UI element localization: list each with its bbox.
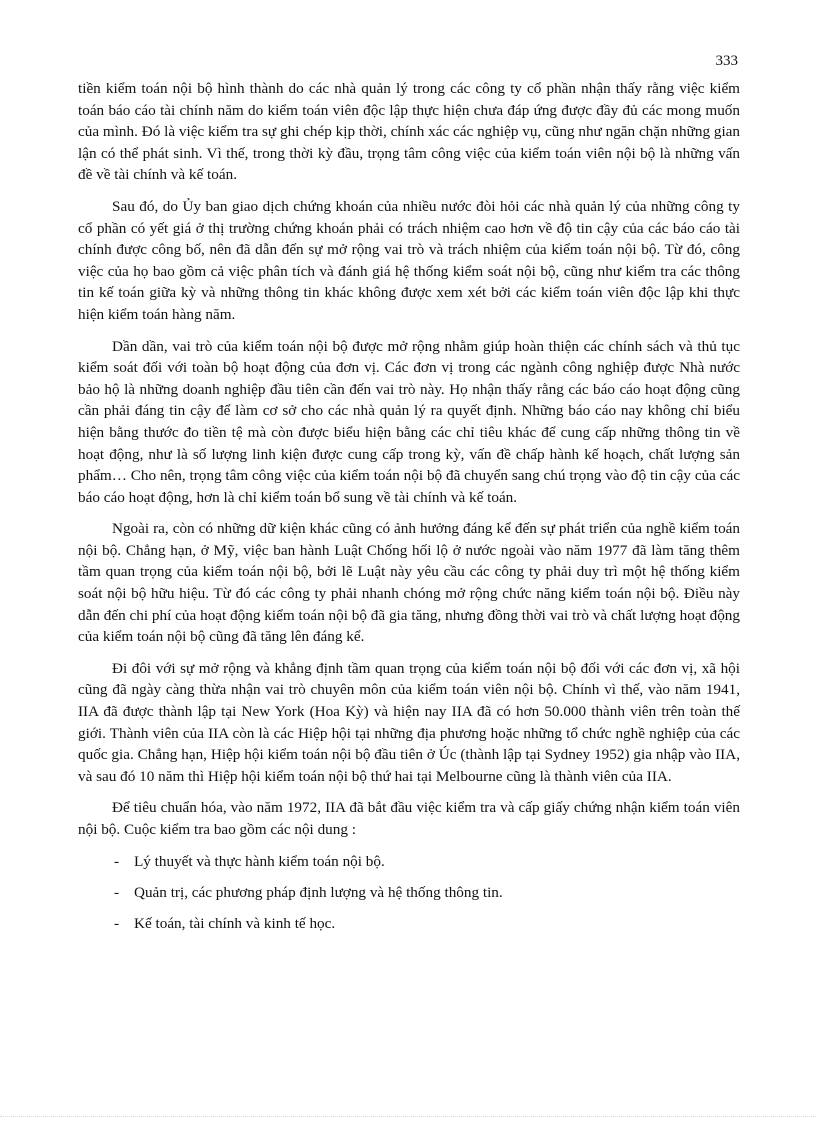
list-item-text: Quản trị, các phương pháp định lượng và hệ thống thông tin. <box>134 883 503 901</box>
paragraph-continuation: tiền kiểm toán nội bộ hình thành do các nhà quản lý trong các công ty cổ phần nhận thấy rằng việc kiểm toán báo cáo tài chính năm do kiểm toán viên độc lập thực hiện chưa đáp ứng được đầy đủ các mong muốn của mình. Đó là việc kiểm tra sự ghi chép kịp thời, chính xác các nghiệp vụ, cũng như ngăn chặn những gian lận có thể phát sinh. Vì thế, trong thời kỳ đầu, trọng tâm công việc của kiểm toán viên nội bộ là những vấn đề về tài chính và kế toán. <box>78 80 740 184</box>
list-dash: - <box>114 883 120 901</box>
list-item-text: Lý thuyết và thực hành kiểm toán nội bộ. <box>134 852 385 870</box>
list-item <box>78 882 740 904</box>
document-body <box>78 78 740 944</box>
exam-content-list <box>78 851 740 935</box>
page-number: 333 <box>715 53 738 69</box>
list-item <box>78 913 740 935</box>
paragraph-expanded-role: Dần dần, vai trò của kiểm toán nội bộ được mở rộng nhằm giúp hoàn thiện các chính sách và thủ tục kiểm soát đối với toàn bộ hoạt động của đơn vị. Các đơn vị trong các ngành công nghiệp được Nhà nước bảo hộ là những doanh nghiệp đầu tiên cần đến vai trò này. Họ nhận thấy rằng các báo cáo hoạt động cũng cần phải đáng tin cậy để làm cơ sở cho các nhà quản lý ra quyết định. Những báo cáo nay không chỉ biểu hiện bằng thước đo tiền tệ mà còn được biểu hiện bằng các chỉ tiêu khác để cung cấp những thông tin về hoạt động, như là số lượng linh kiện được cung cấp trong kỳ, vấn đề chấp hành kế hoạch, chất lượng sản phẩm… Cho nên, trọng tâm công việc của kiểm toán nội bộ đã chuyển sang chú trọng vào độ tin cậy của các báo cáo hoạt động, hơn là chỉ kiểm toán bổ sung về tài chính và kế toán. <box>78 337 740 506</box>
page-bottom-border <box>0 1116 816 1117</box>
paragraph-other-factors: Ngoài ra, còn có những dữ kiện khác cũng có ảnh hưởng đáng kể đến sự phát triển của nghề kiểm toán nội bộ. Chẳng hạn, ở Mỹ, việc ban hành Luật Chống hối lộ ở nước ngoài vào năm 1977 đã làm tăng thêm tầm quan trọng của kiểm toán nội bộ, bởi lẽ Luật này yêu cầu các công ty phải duy trì một hệ thống kiểm soát nội bộ hữu hiệu. Từ đó các công ty phải nhanh chóng mở rộng chức năng kiểm toán nội bộ. Điều này dẫn đến chi phí của hoạt động kiểm toán nội bộ đã gia tăng, nhưng đồng thời vai trò và chất lượng hoạt động của kiểm toán nội bộ cũng đã tăng lên đáng kể. <box>78 520 740 646</box>
paragraph-iia-founding: Đi đôi với sự mở rộng và khẳng định tầm quan trọng của kiểm toán nội bộ đối với các đơn vị, xã hội cũng đã ngày càng thừa nhận vai trò chuyên môn của kiểm toán viên nội bộ. Chính vì thế, vào năm 1941, IIA đã được thành lập tại New York (Hoa Kỳ) và hiện nay IIA đã có hơn 50.000 thành viên trên toàn thế giới. Thành viên của IIA còn là các Hiệp hội tại những địa phương hoặc những tổ chức nghề nghiệp của các quốc gia. Chẳng hạn, Hiệp hội kiểm toán nội bộ đầu tiên ở Úc (thành lập tại Sydney 1952) gia nhập vào IIA, và sau đó 10 năm thì Hiệp hội kiểm toán nội bộ thứ hai tại Melbourne cũng là thành viên của IIA. <box>78 659 740 785</box>
list-dash: - <box>114 852 120 870</box>
paragraph-securities-commission: Sau đó, do Ủy ban giao dịch chứng khoán của nhiều nước đòi hỏi các nhà quản lý của những công ty cổ phần có yết giá ở thị trường chứng khoán phải có trách nhiệm cao hơn về độ tin cậy của các báo cáo tài chính được công bố, nên đã dẫn đến sự mở rộng vai trò và trách nhiệm của kiểm toán nội bộ. Từ đó, công việc của họ bao gồm cả việc phân tích và đánh giá hệ thống kiểm soát nội bộ, cũng như kiểm tra các thông tin kế toán giữa kỳ và những thông tin khác không được xem xét bởi các kiểm toán viên độc lập khi thực hiện kiểm toán hàng năm. <box>78 197 740 323</box>
list-dash: - <box>114 914 120 932</box>
list-item <box>78 851 740 873</box>
list-item-text: Kế toán, tài chính và kinh tế học. <box>134 914 336 932</box>
paragraph-certification: Để tiêu chuẩn hóa, vào năm 1972, IIA đã bắt đầu việc kiểm tra và cấp giấy chứng nhận kiểm toán viên nội bộ. Cuộc kiểm tra bao gồm các nội dung : <box>78 799 740 838</box>
